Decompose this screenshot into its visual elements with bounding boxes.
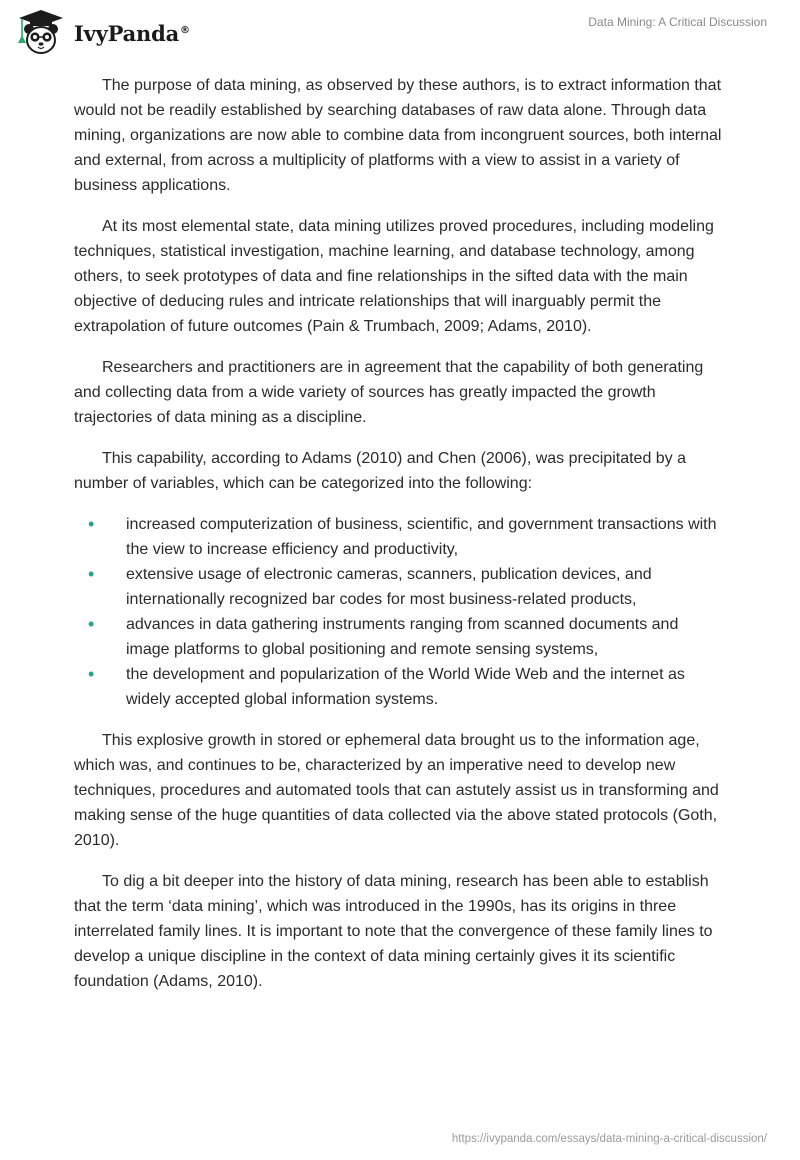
- paragraph: To dig a bit deeper into the history of data mining, research has been able to establish that the term ‘data mining’, which was introduced in the 1990s, has its origins in three interrelated family lines. It is important to note that the convergence of these family lines to develop a unique discipline in the context of data mining certainly gives it its scientific foundation (Adams, 2010).: [74, 873, 713, 990]
- panda-graduate-icon: [16, 9, 66, 55]
- list-item-text: advances in data gathering instruments ranging from scanned documents and image platforms to global positioning and remote sensing systems,: [126, 616, 679, 658]
- paragraph: This explosive growth in stored or ephemeral data brought us to the information age, which was, and continues to be, characterized by an imperative need to develop new techniques, procedures and automated tools that can astutely assist us in transforming and making sense of the huge quantities of data collected via the above stated protocols (Goth, 2010).: [74, 732, 719, 849]
- list-item: [74, 562, 724, 612]
- bullet-list: [74, 512, 724, 712]
- paragraph: At its most elemental state, data mining utilizes proved procedures, including modeling techniques, statistical investigation, machine learning, and database technology, among others, to seek prototypes of data and fine relationships in the sifted data with the main objective of deducing rules and intricate relationships that will inarguably permit the extrapolation of future outcomes (Pain & Trumbach, 2009; Adams, 2010).: [74, 218, 714, 335]
- list-item: [74, 512, 724, 562]
- logo-wordmark: IvyPanda®: [74, 20, 190, 46]
- list-item-text: the development and popularization of the World Wide Web and the internet as widely accepted global information systems.: [126, 666, 685, 708]
- paragraph: The purpose of data mining, as observed by these authors, is to extract information that would not be readily established by searching databases of raw data alone. Through data mining, organizations are now able to combine data from incongruent sources, both internal and external, from across a multiplicity of platforms with a view to assist in a variety of business applications.: [74, 77, 722, 194]
- list-item-text: increased computerization of business, scientific, and government transactions with the view to increase efficiency and productivity,: [126, 516, 717, 558]
- list-item: [74, 662, 724, 712]
- running-title: Data Mining: A Critical Discussion: [588, 15, 767, 29]
- list-item: [74, 612, 724, 662]
- source-url[interactable]: https://ivypanda.com/essays/data-mining-a-critical-discussion/: [451, 1133, 767, 1145]
- bullet-icon: •: [88, 614, 95, 634]
- logo[interactable]: [16, 9, 190, 55]
- bullet-icon: •: [88, 564, 95, 584]
- bullet-icon: •: [88, 514, 95, 534]
- essay-body: [74, 73, 724, 1010]
- paragraph: Researchers and practitioners are in agreement that the capability of both generating and collecting data from a wide variety of sources has greatly impacted the growth trajectories of data mining as a discipline.: [74, 359, 704, 426]
- page-header: [0, 0, 800, 70]
- bullet-icon: •: [88, 664, 95, 684]
- list-item-text: extensive usage of electronic cameras, scanners, publication devices, and internationally recognized bar codes for most business-related products,: [126, 566, 652, 608]
- paragraph: This capability, according to Adams (2010) and Chen (2006), was precipitated by a number of variables, which can be categorized into the following:: [74, 450, 687, 492]
